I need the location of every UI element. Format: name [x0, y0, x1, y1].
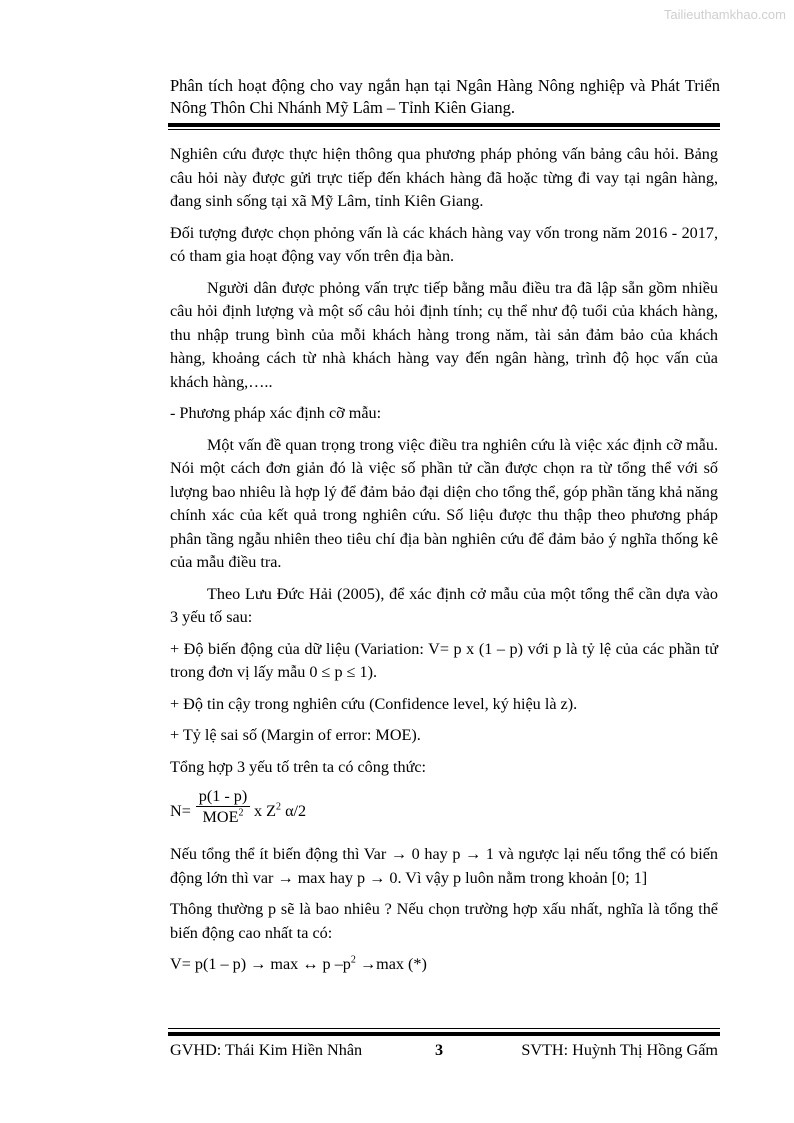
formula2-post: →max (*) [355, 955, 427, 973]
paragraph-three-factors: Theo Lưu Đức Hải (2005), để xác định cở mẫu của một tổng thể cần dựa vào 3 yếu tố sau: [170, 584, 718, 626]
paragraph-sample-size: Một vấn đề quan trọng trong việc điều tra nghiên cứu là việc xác định cỡ mẫu. Nói một cách đơn giản đó là việc số phần tử cần được chọn ra từ tổng thể với số lượng bao nhiêu là hợp lý để đảm bảo đại diện cho tổng thể, góp phần tăng khả năng chính xác của kết quả trong nghiên cứu. Số liệu được thu thập theo phương pháp phân tầng ngẫu nhiên theo tiêu chí địa bàn nghiên cứu để đảm bảo ý nghĩa thống kê của mẫu điều tra. [170, 435, 718, 571]
footer-student: SVTH: Huỳnh Thị Hồng Gấm [521, 1041, 718, 1059]
formula-rhs-exponent: 2 [276, 801, 282, 813]
paragraph-variation: + Độ biến động của dữ liệu (Variation: V= p x (1 – p) với p là tỷ lệ của các phần tử trong đơn vị lấy mẫu 0 ≤ p ≤ 1). [170, 639, 718, 681]
paragraph-worst-case: Thông thường p sẽ là bao nhiêu ? Nếu chọn trường hợp xấu nhất, nghĩa là tổng thể biến động cao nhất ta có: [170, 900, 718, 942]
page-number: 3 [435, 1041, 444, 1059]
formula-denominator [196, 808, 250, 826]
formula-rhs [254, 800, 306, 824]
denominator-base: MOE [202, 808, 239, 826]
page-header-title: Phân tích hoạt động cho vay ngắn hạn tại Ngân Hàng Nông nghiệp và Phát Triển Nông Thôn Chi Nhánh Mỹ Lâm – Tỉnh Kiên Giang. [170, 76, 720, 117]
paragraph-moe: + Tỷ lệ sai số (Margin of error: MOE). [170, 726, 421, 744]
denominator-exponent: 2 [238, 807, 244, 819]
formula-fraction [196, 787, 250, 826]
paragraph-formula-intro: Tổng hợp 3 yếu tố trên ta có công thức: [170, 757, 427, 776]
formula-numerator: p(1 - p) [198, 787, 248, 805]
header-rule-thin [168, 129, 720, 130]
document-body [170, 143, 718, 985]
paragraph-variance: Nếu tổng thể ít biến động thì Var → 0 hay p → 1 và ngược lại nếu tổng thể có biến động lớn thì var → max hay p → 0. Vì vậy p luôn nằm trong khoản [0; 1] [170, 845, 718, 887]
formula-rhs-post: α/2 [281, 802, 307, 820]
watermark: Tailieuthamkhao.com [663, 7, 786, 22]
formula2-exponent: 2 [350, 954, 356, 966]
paragraph-interview: Người dân được phỏng vấn trực tiếp bằng mẫu điều tra đã lập sẵn gồm nhiều câu hỏi định lượng và một số câu hỏi định tính; cụ thể như độ tuổi của khách hàng, thu nhập trung bình của mỗi khách hàng trong năm, tài sản đảm bảo của khách hàng, khoảng cách từ nhà khách hàng vay đến ngân hàng, trình độ học vấn của khách hàng,….. [170, 278, 718, 391]
paragraph-survey-method: Nghiên cứu được thực hiện thông qua phương pháp phỏng vấn bảng câu hỏi. Bảng câu hỏi này được gửi trực tiếp đến khách hàng đã hoặc từng đi vay tại ngân hàng, đang sinh sống tại xã Mỹ Lâm, tỉnh Kiên Giang. [170, 145, 718, 210]
header-rule-thick [168, 123, 720, 127]
paragraph-respondents: Đối tượng được chọn phỏng vấn là các khách hàng vay vốn trong năm 2016 - 2017, có tham gia hoạt động vay vốn trên địa bàn. [170, 223, 718, 265]
formula-rhs-pre: x Z [254, 802, 277, 820]
sample-size-formula [170, 787, 718, 831]
paragraph-confidence: + Độ tin cậy trong nghiên cứu (Confidence level, ký hiệu là z). [170, 694, 578, 713]
formula2-pre: V= p(1 – p) → max ↔ p –p [170, 955, 351, 973]
paragraph-sample-size-heading: - Phương pháp xác định cỡ mẫu: [170, 404, 382, 422]
variance-max-formula [170, 953, 718, 977]
formula-lhs: N= [170, 802, 191, 820]
footer-rule-thick [168, 1032, 720, 1036]
footer-advisor: GVHD: Thái Kim Hiền Nhân [170, 1041, 363, 1059]
footer-rule-thin [168, 1028, 720, 1029]
